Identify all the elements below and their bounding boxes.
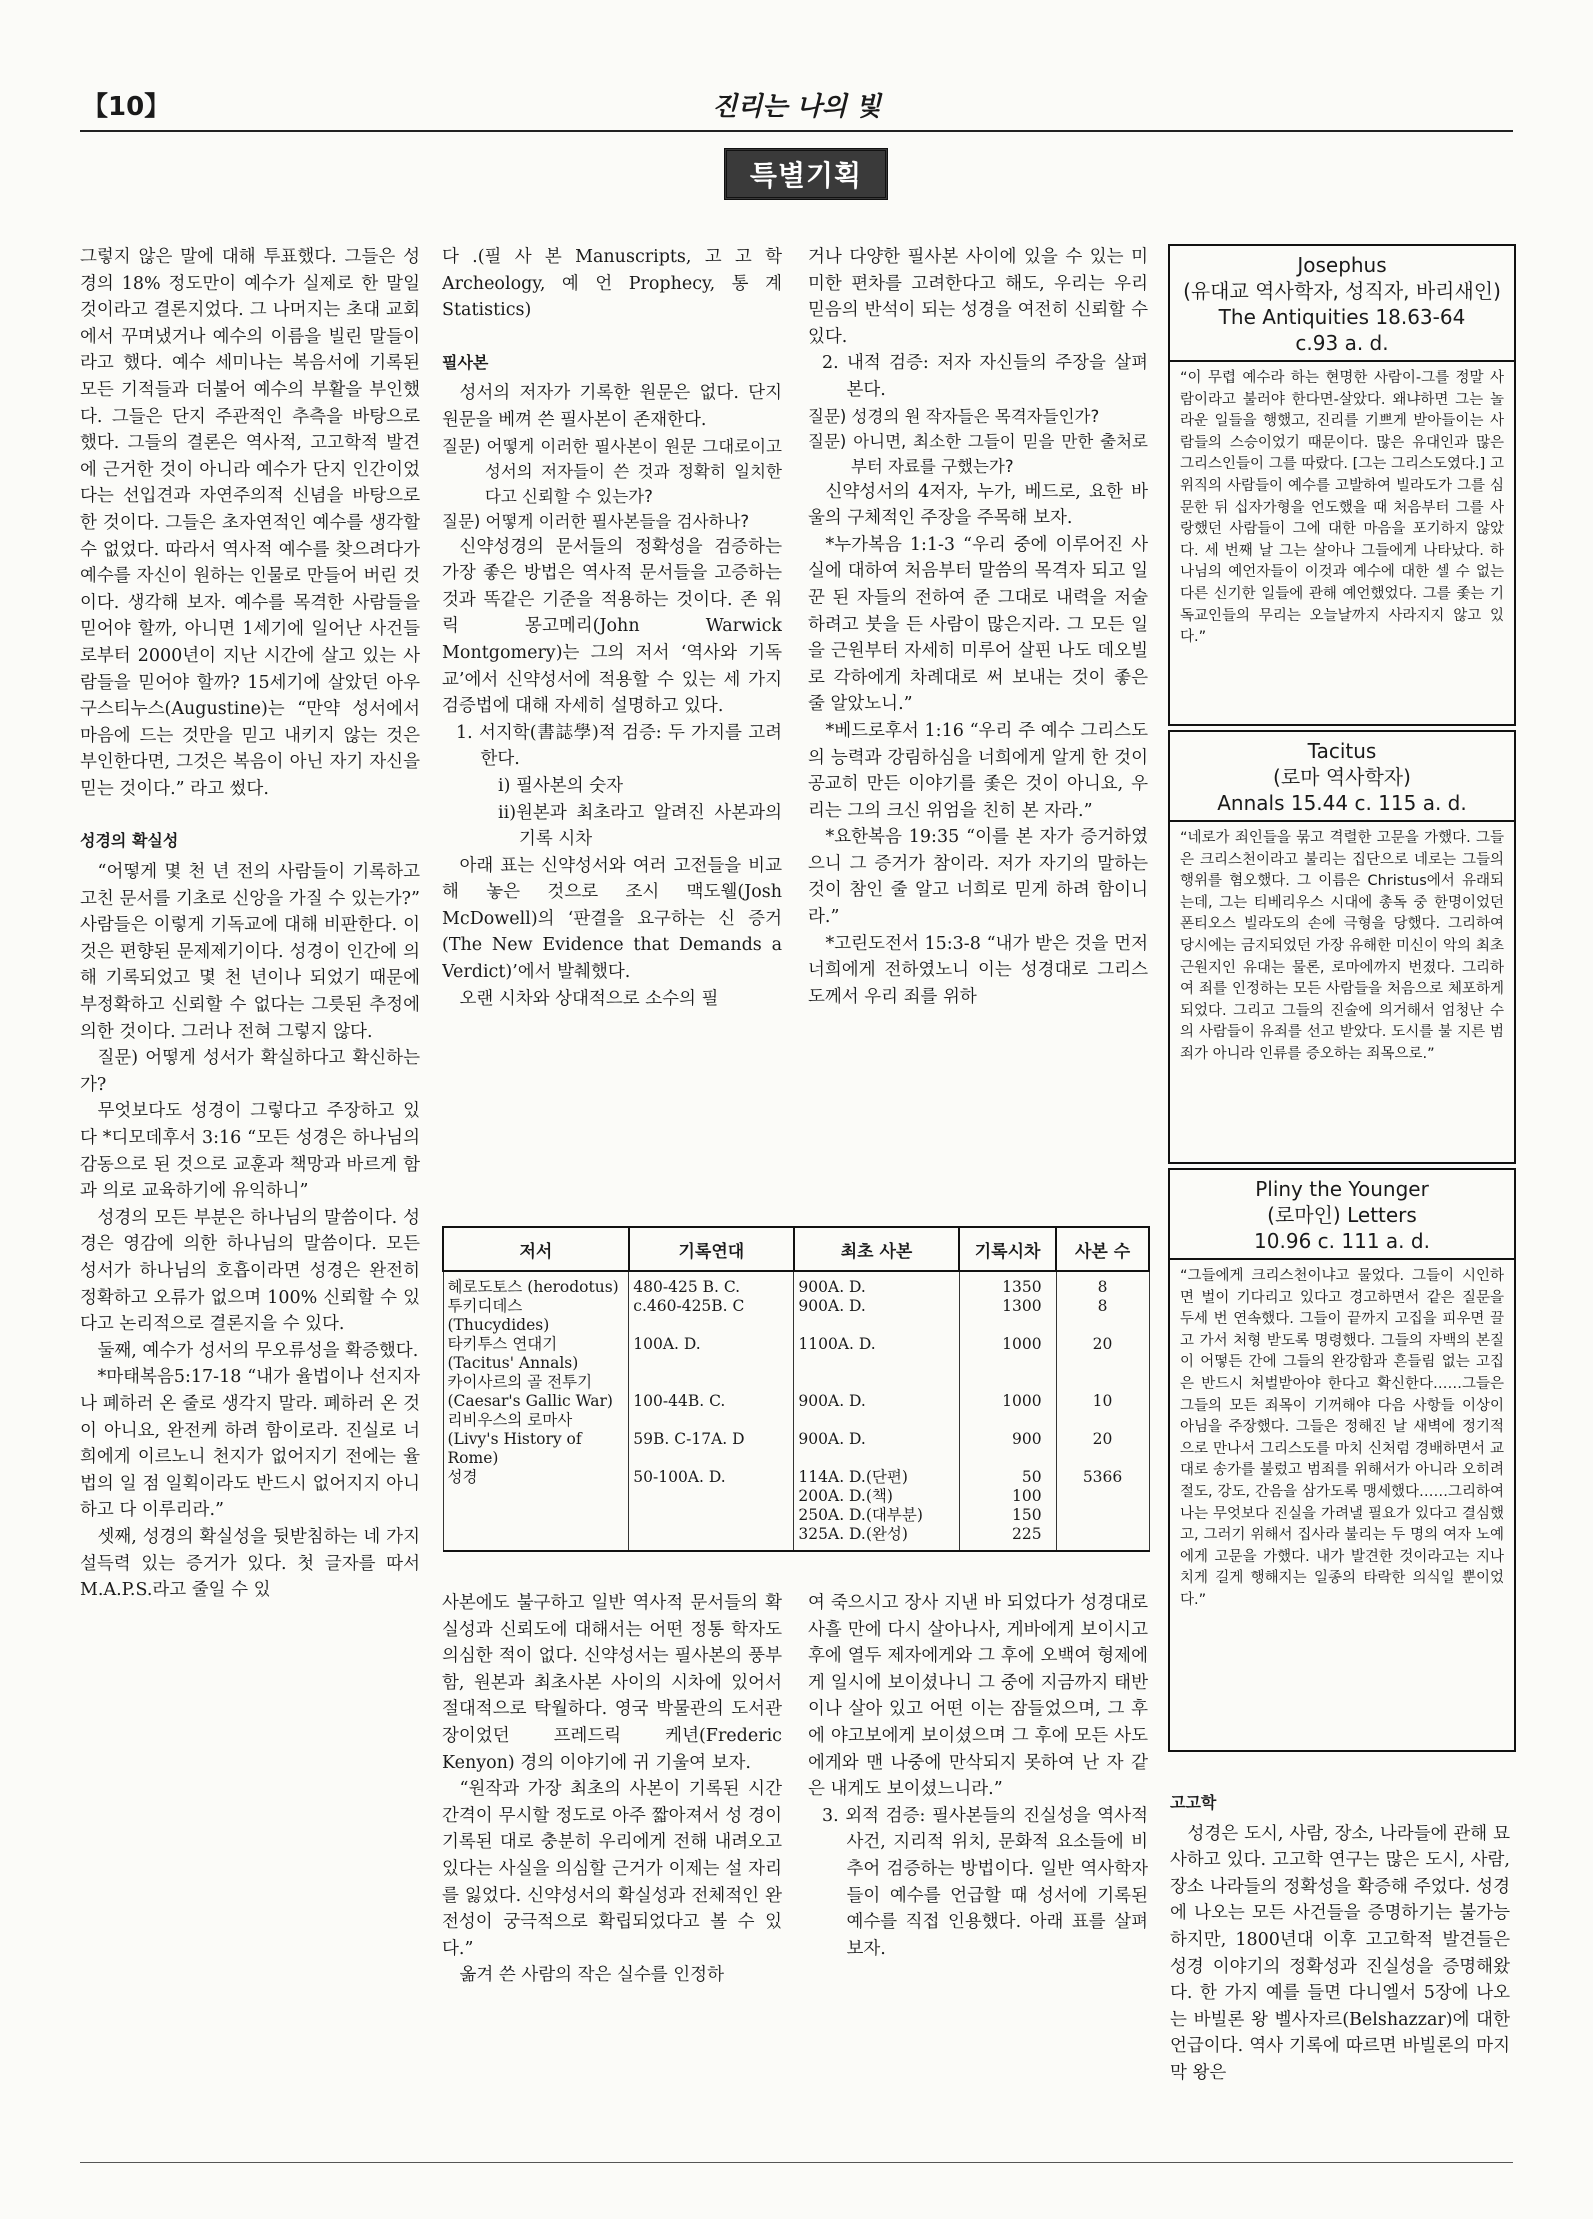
paragraph: 성서의 저자가 기록한 원문은 없다. 단지 원문을 베껴 쓴 필사본이 존재한다. bbox=[442, 383, 782, 430]
sidebar-box-header bbox=[1170, 246, 1514, 362]
table-cell: 250A. D.(대부분) bbox=[794, 1506, 959, 1525]
section-heading-reliability: 성경의 확실성 bbox=[80, 831, 179, 851]
paragraph: 아래 표는 신약성서와 여러 고전들을 비교해 놓은 것으로 조시 맥도웰(Josh McDowell)의 ‘판결을 요구하는 신 증거(The New Evidence that Demands a Verdict)’에서 발췌했다. bbox=[442, 855, 782, 983]
table-cell: c.460-425B. C bbox=[629, 1297, 794, 1335]
table-cell: 480-425 B. C. bbox=[629, 1271, 794, 1297]
table-row bbox=[443, 1411, 1149, 1430]
table-cell bbox=[629, 1354, 794, 1373]
article-column-1 bbox=[80, 244, 420, 2134]
source-date: c.93 a. d. bbox=[1295, 331, 1389, 355]
source-name: Tacitus bbox=[1307, 739, 1377, 763]
table-cell bbox=[629, 1506, 794, 1525]
table-cell: 리비우스의 로마사 bbox=[443, 1411, 629, 1430]
table-row bbox=[443, 1354, 1149, 1373]
sidebar-box-header bbox=[1170, 1170, 1514, 1260]
paragraph: *마태복음5:17-18 “내가 율법이나 선지자나 폐하러 온 줄로 생각지 말라. 폐하러 온 것이 아니요, 완전케 하려 함이로라. 진실로 너희에게 이르노니 천지가 없어지기 전에는 율법의 일 점 일획이라도 반드시 없어지지 아니하고 다 이루리라.” bbox=[80, 1367, 420, 1521]
source-work: Annals 15.44 c. 115 a. d. bbox=[1217, 791, 1467, 815]
paragraph: *고린도전서 15:3-8 “내가 받은 것을 먼저 너희에게 전하였노니 이는 성경대로 그리스도께서 우리 죄를 위하 bbox=[808, 933, 1148, 1007]
header-rule bbox=[80, 130, 1513, 132]
paragraph: 무엇보다도 성경이 그렇다고 주장하고 있다 *디모데후서 3:16 “모든 성경은 하나님의 감동으로 된 것으로 교훈과 책망과 바르게 함과 의로 교육하기에 유익하니” bbox=[80, 1101, 420, 1202]
paragraph: *요한복음 19:35 “이를 본 자가 증거하였으니 그 증거가 참이라. 저가 자기의 말하는 것이 참인 줄 알고 너희로 믿게 하려 함이니라.” bbox=[808, 827, 1148, 928]
source-description: (유대교 역사학자, 성직자, 바리새인) bbox=[1183, 279, 1501, 303]
column-header: 사본 수 bbox=[1056, 1227, 1149, 1271]
paragraph: *베드로후서 1:16 “우리 주 예수 그리스도의 능력과 강림하심을 너희에게 알게 한 것이 공교히 만든 이야기를 좇은 것이 아니요, 우리는 그의 크신 위엄을 친히 본 자라.” bbox=[808, 720, 1148, 821]
sidebar-box-josephus bbox=[1168, 244, 1516, 726]
table-cell: 325A. D.(완성) bbox=[794, 1525, 959, 1551]
table-cell: 900A. D. bbox=[794, 1297, 959, 1335]
paragraph: 여 죽으시고 장사 지낸 바 되었다가 성경대로 사흘 만에 다시 살아나사, 게바에게 보이시고 후에 열두 제자에게와 그 후에 오백여 형제에게 일시에 보이셨나니 그 중에 지금까지 태반이나 살아 있고 어떤 이는 잠들었으며, 그 후에 야고보에게 보이셨으며 그 후에 모든 사도에게와 맨 나중에 만삭되지 못하여 난 자 같은 내게도 보이셨느니라.” bbox=[808, 1593, 1148, 1800]
article-column-2-lower bbox=[442, 1590, 782, 2130]
table-cell: 8 bbox=[1056, 1271, 1149, 1297]
table-cell bbox=[1056, 1373, 1149, 1392]
section-banner: 특별기획 bbox=[724, 148, 888, 200]
table-cell: 900A. D. bbox=[794, 1430, 959, 1468]
paragraph: 셋째, 성경의 확실성을 뒷받침하는 네 가지 설득력 있는 증거가 있다. 첫 글자를 따서 M.A.P.S.라고 줄일 수 있 bbox=[80, 1526, 420, 1601]
paragraph: 옮겨 쓴 사람의 작은 실수를 인정하 bbox=[459, 1965, 724, 1986]
sub-list-item: i) 필사본의 숫자 bbox=[498, 775, 623, 796]
table-row bbox=[443, 1430, 1149, 1468]
question-item: 질문) 어떻게 이러한 필사본이 원문 그대로이고 성서의 저자들이 쓴 것과 정확히 일치한다고 신뢰할 수 있는가? bbox=[442, 436, 782, 506]
table-cell: 헤로도토스 (herodotus) bbox=[443, 1271, 629, 1297]
table-cell bbox=[1056, 1487, 1149, 1506]
table-row bbox=[443, 1506, 1149, 1525]
table-cell: 1000 bbox=[959, 1392, 1056, 1411]
quote-text: “이 무렵 예수라 하는 현명한 사람이-그를 정말 사람이라고 불러야 한다면-살았다. 왜냐하면 그는 놀라운 일들을 행했고, 진리를 기쁘게 받아들이는 사람들의 스승이었기 때문이다. 많은 유대인과 많은 그리스인들이 그를 따랐다. [그는 그리스도였다.] 고위직의 사람들이 예수를 고발하여 빌라도가 그를 심문한 뒤 십자가형을 언도했을 때 처음부터 그를 사랑했던 사람들이 그에 대한 마음을 포기하지 않았다. 세 번째 날 그는 살아나 그들에게 나타났다. 하나님의 예언자들이 이것과 예수에 대한 셀 수 없는 다른 신기한 일들에 관해 예언했었다. 그를 좇는 기독교인들의 무리는 오늘날까지 사라지지 않고 있다.” bbox=[1180, 370, 1504, 646]
table-row bbox=[443, 1373, 1149, 1392]
table-cell: 59B. C-17A. D bbox=[629, 1430, 794, 1468]
table-cell: 8 bbox=[1056, 1297, 1149, 1335]
manuscript-comparison-table bbox=[442, 1226, 1150, 1552]
table-cell: 카이사르의 골 전투기 bbox=[443, 1373, 629, 1392]
question-item: 질문) 아니면, 최소한 그들이 믿을 만한 출처로부터 자료를 구했는가? bbox=[808, 431, 1148, 476]
sidebar-box-pliny bbox=[1168, 1168, 1516, 1752]
table-cell bbox=[959, 1411, 1056, 1430]
table-cell: 100-44B. C. bbox=[629, 1392, 794, 1411]
source-name: Pliny the Younger bbox=[1255, 1177, 1429, 1201]
table-cell: 50-100A. D. bbox=[629, 1468, 794, 1487]
sidebar-box-tacitus bbox=[1168, 730, 1516, 1164]
table-cell: 1350 bbox=[959, 1271, 1056, 1297]
table-cell: 114A. D.(단편) bbox=[794, 1468, 959, 1487]
table-cell: 1300 bbox=[959, 1297, 1056, 1335]
table-cell bbox=[443, 1506, 629, 1525]
table-cell: 100 bbox=[959, 1487, 1056, 1506]
quote-text: “그들에게 크리스천이냐고 물었다. 그들이 시인하면 벌이 기다리고 있다고 경고하면서 같은 질문을 두세 번 연속했다. 그들이 끝까지 고집을 피우면 끌고 가서 처형 받도록 명령했다. 그들의 자백의 본질이 어떻든 간에 그들의 완강함과 흔들림 없는 고집은 반드시 처벌받아야 한다고 확신한다……그들은 그들의 모든 죄목이 기꺼해야 다음 사항들 이상이 아님을 주장했다. 그들은 정해진 날 새벽에 정기적으로 만나서 그리스도를 마치 신처럼 경배하면서 교대로 송가를 불렀고 범죄를 위해서가 아니라 오히려 절도, 강도, 간음을 삼가도록 맹세했다……그리하여 나는 무엇보다 진실을 가려낼 필요가 있다고 결심했고, 그러기 위해서 집사라 불리는 두 명의 여자 노예에게 고문을 가했다. 내가 발견한 것이라고는 지나치게 길게 행해지는 일종의 타락한 의식일 뿐이었다.” bbox=[1180, 1268, 1504, 1608]
table-cell bbox=[1056, 1506, 1149, 1525]
table-cell: 900A. D. bbox=[794, 1392, 959, 1411]
section-heading-archaeology: 고고학 bbox=[1170, 1793, 1217, 1812]
table-cell: 50 bbox=[959, 1468, 1056, 1487]
page-number: 【10】 bbox=[82, 92, 171, 122]
table-cell bbox=[1056, 1354, 1149, 1373]
paragraph: 오랜 시차와 상대적으로 소수의 필 bbox=[459, 988, 719, 1009]
paragraph: 질문) 어떻게 성서가 확실하다고 확신하는가? bbox=[80, 1048, 420, 1095]
section-heading-manuscripts: 필사본 bbox=[442, 352, 489, 372]
table-cell: 900A. D. bbox=[794, 1271, 959, 1297]
table-cell: 타키투스 연대기 bbox=[443, 1335, 629, 1354]
table-cell bbox=[959, 1373, 1056, 1392]
quote-text: “네로가 죄인들을 묶고 격렬한 고문을 가했다. 그들은 크리스천이라고 불리는 집단으로 네로는 그들의 행위를 혐오했다. 그 이름은 Christus에서 유래되는데, 그는 티베리우스 시대에 총독 중 한명이었던 폰티오스 빌라도의 손에 극형을 당했다. 그리하여 당시에는 금지되었던 가장 유해한 미신이 악의 최초 근원지인 유대는 물론, 로마에까지 번졌다. 그리하여 죄를 인정하는 모든 사람들을 처음으로 체포하게 되었다. 그리고 그들의 진술에 의거해서 엄청난 수의 사람들이 유죄를 선고 받았다. 도시를 불 지른 범죄가 아니라 인류를 증오하는 죄목으로.” bbox=[1180, 830, 1504, 1062]
source-date: 10.96 c. 111 a. d. bbox=[1254, 1229, 1430, 1253]
table-cell bbox=[629, 1373, 794, 1392]
paragraph: “원작과 가장 최초의 사본이 기록된 시간 간격이 무시할 정도로 아주 짧아져서 성 경이 기록된 대로 충분히 우리에게 전해 내려오고 있다는 사실을 의심할 근거가 이제는 설 자리를 잃었다. 신약성서의 확실성과 전체적인 완전성이 궁극적으로 확립되었다고 볼 수 있다.” bbox=[442, 1779, 782, 1959]
question-item: 질문) 어떻게 이러한 필사본들을 검사하나? bbox=[442, 511, 750, 531]
table-row bbox=[443, 1525, 1149, 1551]
table-cell: (Tacitus' Annals) bbox=[443, 1354, 629, 1373]
paragraph: 사본에도 불구하고 일반 역사적 문서들의 확실성과 신뢰도에 대해서는 어떤 정통 학자도 의심한 적이 없다. 신약성서는 필사본의 풍부함, 원본과 최초사본 사이의 시차에 있어서 절대적으로 탁월하다. 영국 박물관의 도서관장이었던 프레드릭 케년(Frederic Kenyon) 경의 이야기에 귀 기울여 보자. bbox=[442, 1593, 782, 1773]
column-header: 기록연대 bbox=[629, 1227, 794, 1271]
table-cell: 10 bbox=[1056, 1392, 1149, 1411]
table-cell: 200A. D.(책) bbox=[794, 1487, 959, 1506]
table-cell: (Livy's History of Rome) bbox=[443, 1430, 629, 1468]
source-description: (로마인) Letters bbox=[1267, 1203, 1417, 1227]
table-cell: 성경 bbox=[443, 1468, 629, 1487]
table-cell bbox=[1056, 1411, 1149, 1430]
article-column-4-lower bbox=[1170, 1790, 1510, 2130]
table-cell bbox=[959, 1354, 1056, 1373]
table-cell: 100A. D. bbox=[629, 1335, 794, 1354]
paragraph: *누가복음 1:1-3 “우리 중에 이루어진 사실에 대하여 처음부터 말씀의 목격자 되고 일꾼 된 자들의 전하여 준 그대로 내력을 저술하려고 붓을 든 사람이 많은지라. 그 모든 일을 근원부터 자세히 미루어 살핀 나도 데오빌로 각하에게 차례대로 써 보내는 것이 좋은 줄 알았노니.” bbox=[808, 534, 1148, 715]
article-column-3-lower bbox=[808, 1590, 1148, 2130]
list-item: 2. 내적 검증: 저자 자신들의 주장을 살펴본다. bbox=[822, 353, 1148, 400]
table-row bbox=[443, 1392, 1149, 1411]
sub-list-item: ii)원본과 최초라고 알려진 사본과의 기록 시차 bbox=[498, 802, 782, 850]
source-name: Josephus bbox=[1297, 253, 1387, 277]
paragraph: 그렇지 않은 말에 대해 투표했다. 그들은 성경의 18% 정도만이 예수가 실제로 한 말일 것이라고 결론지었다. 그 나머지는 초대 교회에서 꾸며냈거나 예수의 이름을 빌린 말들이라고 했다. 예수 세미나는 복음서에 기록된 모든 기적들과 더불어 예수의 부활을 부인했다. 그들은 단지 주관적인 추측을 바탕으로 했다. 그들의 결론은 역사적, 고고학적 발견에 근거한 것이 아니라 예수가 단지 인간이었다는 선입견과 자연주의적 신념을 바탕으로 한 것이다. 그들은 초자연적인 예수를 생각할 수 없었다. 따라서 역사적 예수를 찾으려다가 예수를 자신이 원하는 인물로 만들어 버린 것이다. 생각해 보자. 예수를 목격한 사람들을 믿어야 할까, 아니면 1세기에 일어난 사건들로부터 2000년이 지난 시간에 살고 있는 사람들을 믿어야 할까? 15세기에 살았던 아우구스티누스(Augustine)는 “만약 성서에서 마음에 드는 것만을 믿고 내키지 않는 것은 부인한다면, 그것은 복음이 아닌 자기 자신을 믿는 것이다.” 라고 썼다. bbox=[80, 247, 420, 799]
footer-rule bbox=[80, 2162, 1513, 2163]
table-cell bbox=[443, 1487, 629, 1506]
paragraph: 둘째, 예수가 성서의 무오류성을 확증했다. bbox=[97, 1340, 419, 1361]
table-cell bbox=[794, 1354, 959, 1373]
table-cell: 150 bbox=[959, 1506, 1056, 1525]
table-header-row bbox=[443, 1227, 1149, 1271]
paragraph: 다 .(필 사 본 Manuscripts, 고 고 학 Archeology, 예 언 Prophecy, 통 계 Statistics) bbox=[442, 247, 782, 321]
table-cell: 20 bbox=[1056, 1430, 1149, 1468]
question-item: 질문) 성경의 원 작자들은 목격자들인가? bbox=[808, 406, 1100, 426]
article-column-2 bbox=[442, 244, 782, 1219]
list-item: 3. 외적 검증: 필사본들의 진실성을 역사적 사건, 지리적 위치, 문화적 요소들에 비추어 검증하는 방법이다. 일반 역사학자들이 예수를 언급할 때 성서에 기록된 예수를 직접 인용했다. 아래 표를 살펴보자. bbox=[822, 1805, 1148, 1959]
table-cell bbox=[443, 1525, 629, 1551]
table-cell bbox=[629, 1411, 794, 1430]
table-cell: 투키디데스 (Thucydides) bbox=[443, 1297, 629, 1335]
table-cell: (Caesar's Gallic War) bbox=[443, 1392, 629, 1411]
paragraph: 성경의 모든 부분은 하나님의 말씀이다. 성경은 영감에 의한 하나님의 말씀이다. 모든 성서가 하나님의 호흡이라면 성경은 완전히 정확하고 오류가 없으며 100% 신뢰할 수 있다고 논리적으로 결론지을 수 있다. bbox=[80, 1207, 420, 1335]
table-cell bbox=[629, 1525, 794, 1551]
table-cell: 1100A. D. bbox=[794, 1335, 959, 1354]
table-cell bbox=[1056, 1525, 1149, 1551]
source-description: (로마 역사학자) bbox=[1273, 765, 1411, 789]
table-row bbox=[443, 1335, 1149, 1354]
paragraph: “어떻게 몇 천 년 전의 사람들이 기록하고 고친 문서를 기초로 신앙을 가질 수 있는가?” 사람들은 이렇게 기독교에 대해 비판한다. 이것은 편향된 문제제기이다. 성경이 인간에 의해 기록되었고 몇 천 년이나 되었기 때문에 부정확하고 신뢰할 수 없다는 그릇된 추정에 의한 것이다. 그러나 전혀 그렇지 않다. bbox=[80, 862, 420, 1042]
table-cell: 5366 bbox=[1056, 1468, 1149, 1487]
column-header: 최초 사본 bbox=[794, 1227, 959, 1271]
column-header: 저서 bbox=[443, 1227, 629, 1271]
table-row bbox=[443, 1297, 1149, 1335]
table-cell: 225 bbox=[959, 1525, 1056, 1551]
table-cell: 1000 bbox=[959, 1335, 1056, 1354]
column-header: 기록시차 bbox=[959, 1227, 1056, 1271]
table-cell bbox=[794, 1411, 959, 1430]
paragraph: 신약성경의 문서들의 정확성을 검증하는 가장 좋은 방법은 역사적 문서들을 고증하는 것과 똑같은 기준을 적용하는 것이다. 존 워릭 몽고메리(John Warwick Montgomery)는 그의 저서 ‘역사와 기독교’에서 신약성서에 적용할 수 있는 세 가지 검증법에 대해 자세히 설명하고 있다. bbox=[442, 536, 782, 717]
paragraph: 거나 다양한 필사본 사이에 있을 수 있는 미미한 편차를 고려한다고 해도, 우리는 우리 믿음의 반석이 되는 성경을 여전히 신뢰할 수 있다. bbox=[808, 247, 1148, 347]
table-cell bbox=[629, 1487, 794, 1506]
article-column-3 bbox=[808, 244, 1148, 1219]
source-work: The Antiquities 18.63-64 bbox=[1218, 305, 1466, 329]
table-row bbox=[443, 1487, 1149, 1506]
table-cell: 20 bbox=[1056, 1335, 1149, 1354]
paragraph: 성경은 도시, 사람, 장소, 나라들에 관해 묘사하고 있다. 고고학 연구는 많은 도시, 사람, 장소 나라들의 정확성을 확증해 주었다. 성경에 나오는 모든 사건들을 증명하기는 불가능하지만, 1800년대 이후 고고학적 발견들은 성경 이야기의 정확성과 진실성을 증명해왔다. 한 가지 예를 들면 다니엘서 5장에 나오는 바빌론 왕 벨사자르(Belshazzar)에 대한 언급이다. 역사 기록에 따르면 바빌론의 마지막 왕은 bbox=[1170, 1823, 1510, 2083]
paragraph: 신약성서의 4저자, 누가, 베드로, 요한 바울의 구체적인 주장을 주목해 보자. bbox=[808, 481, 1148, 529]
table-cell: 900 bbox=[959, 1430, 1056, 1468]
table-row bbox=[443, 1271, 1149, 1297]
table-row bbox=[443, 1468, 1149, 1487]
masthead-title: 진리는 나의 빛 bbox=[712, 92, 881, 122]
sidebar-box-header bbox=[1170, 732, 1514, 822]
list-item: 1. 서지학(書誌學)적 검증: 두 가지를 고려한다. bbox=[456, 722, 782, 770]
table-cell bbox=[794, 1373, 959, 1392]
